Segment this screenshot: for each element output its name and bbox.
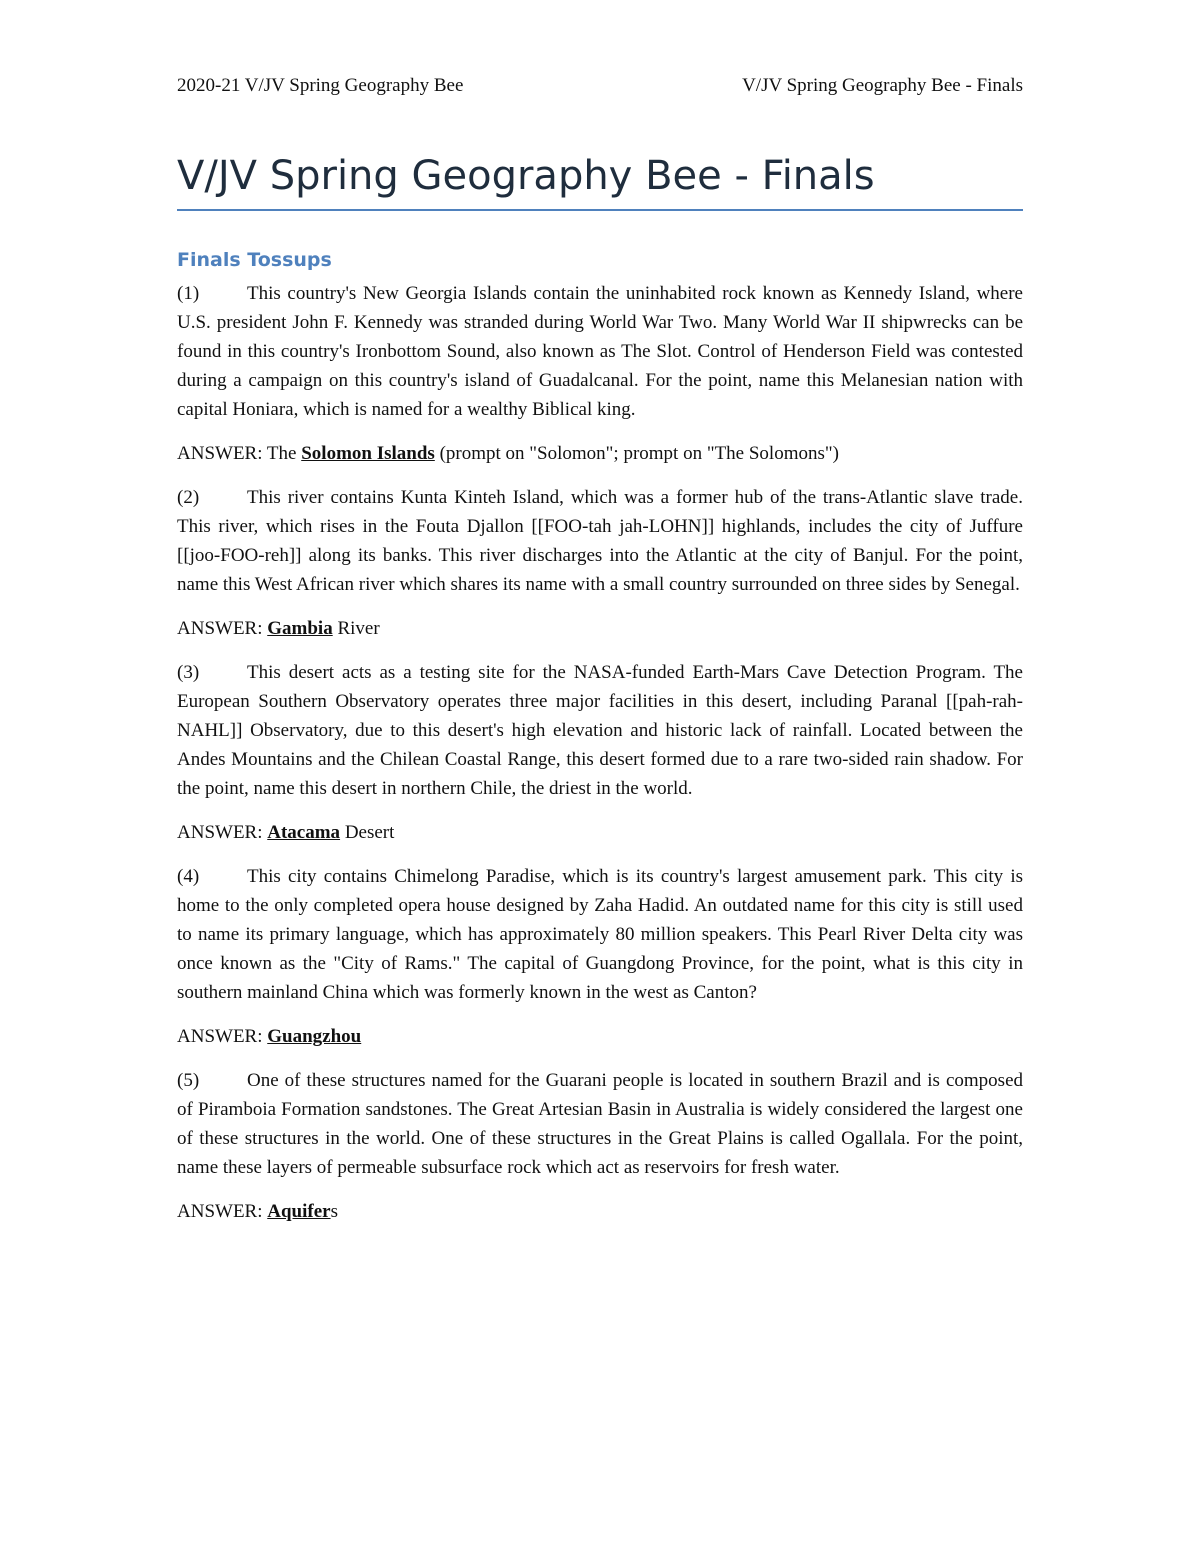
- answer-pre: The: [266, 443, 302, 464]
- question-number: (4): [177, 866, 200, 887]
- question-5: [177, 1066, 1023, 1182]
- question-3: [177, 658, 1023, 803]
- answer-5: [177, 1197, 1023, 1226]
- answer-required: Guangzhou: [267, 1026, 362, 1047]
- answer-3: [177, 818, 1023, 847]
- answer-label: ANSWER:: [177, 1201, 268, 1222]
- question-4: [177, 862, 1023, 1007]
- answer-required: Gambia: [267, 618, 333, 639]
- title-underline: [177, 209, 1023, 211]
- answer-label: ANSWER:: [177, 1026, 268, 1047]
- answer-1: [177, 439, 1023, 468]
- question-text: This city contains Chimelong Paradise, which is its country's largest amusement park. This city is home to the only completed opera house designed by Zaha Hadid. An outdated name for this city is still used to name its primary language, which has approximately 80 million speakers. This Pearl River Delta city was once known as the "City of Rams." The capital of Guangdong Province, for the point, what is this city in southern mainland China which was formerly known in the west as Canton?: [177, 866, 1023, 1003]
- answer-post: s: [330, 1201, 338, 1222]
- header-right: V/JV Spring Geography Bee - Finals: [742, 75, 1023, 96]
- questions-list: [177, 279, 1023, 1241]
- answer-label: ANSWER:: [177, 822, 268, 843]
- answer-2: [177, 614, 1023, 643]
- answer-4: [177, 1022, 1023, 1051]
- section-heading: Finals Tossups: [177, 249, 332, 271]
- question-text: This desert acts as a testing site for the NASA-funded Earth-Mars Cave Detection Program. The European Southern Observatory operates three major facilities in this desert, including Paranal [[pah-rah-NAHL]] Observatory, due to this desert's high elevation and historic lack of rainfall. Located between the Andes Mountains and the Chilean Coastal Range, this desert formed due to a rare two-sided rain shadow. For the point, name this desert in northern Chile, the driest in the world.: [177, 662, 1023, 799]
- answer-required: Aquifer: [267, 1201, 331, 1222]
- answer-required: Atacama: [267, 822, 341, 843]
- answer-post: River: [332, 618, 380, 639]
- page-header: [177, 74, 1023, 98]
- answer-label: ANSWER:: [177, 443, 267, 464]
- answer-required: Solomon Islands: [301, 443, 435, 464]
- page-title: V/JV Spring Geography Bee - Finals: [177, 153, 875, 199]
- question-number: (5): [177, 1070, 200, 1091]
- question-number: (3): [177, 662, 200, 683]
- question-1: [177, 279, 1023, 424]
- question-text: This country's New Georgia Islands contain the uninhabited rock known as Kennedy Island, where U.S. president John F. Kennedy was stranded during World War Two. Many World War II shipwrecks can be found in this country's Ironbottom Sound, also known as The Slot. Control of Henderson Field was contested during a campaign on this country's island of Guadalcanal. For the point, name this Melanesian nation with capital Honiara, which is named for a wealthy Biblical king.: [177, 283, 1023, 420]
- answer-label: ANSWER:: [177, 618, 268, 639]
- question-text: This river contains Kunta Kinteh Island, which was a former hub of the trans-Atlantic slave trade. This river, which rises in the Fouta Djallon [[FOO-tah jah-LOHN]] highlands, includes the city of Juffure [[joo-FOO-reh]] along its banks. This river discharges into the Atlantic at the city of Banjul. For the point, name this West African river which shares its name with a small country surrounded on three sides by Senegal.: [177, 487, 1023, 595]
- question-2: [177, 483, 1023, 599]
- question-number: (2): [177, 487, 200, 508]
- question-text: One of these structures named for the Guarani people is located in southern Brazil and is composed of Piramboia Formation sandstones. The Great Artesian Basin in Australia is widely considered the largest one of these structures in the world. One of these structures in the Great Plains is called Ogallala. For the point, name these layers of permeable subsurface rock which act as reservoirs for fresh water.: [177, 1070, 1023, 1178]
- answer-post: (prompt on "Solomon"; prompt on "The Solomons"): [434, 443, 839, 464]
- answer-post: Desert: [340, 822, 395, 843]
- header-left: 2020-21 V/JV Spring Geography Bee: [177, 75, 464, 96]
- question-number: (1): [177, 283, 200, 304]
